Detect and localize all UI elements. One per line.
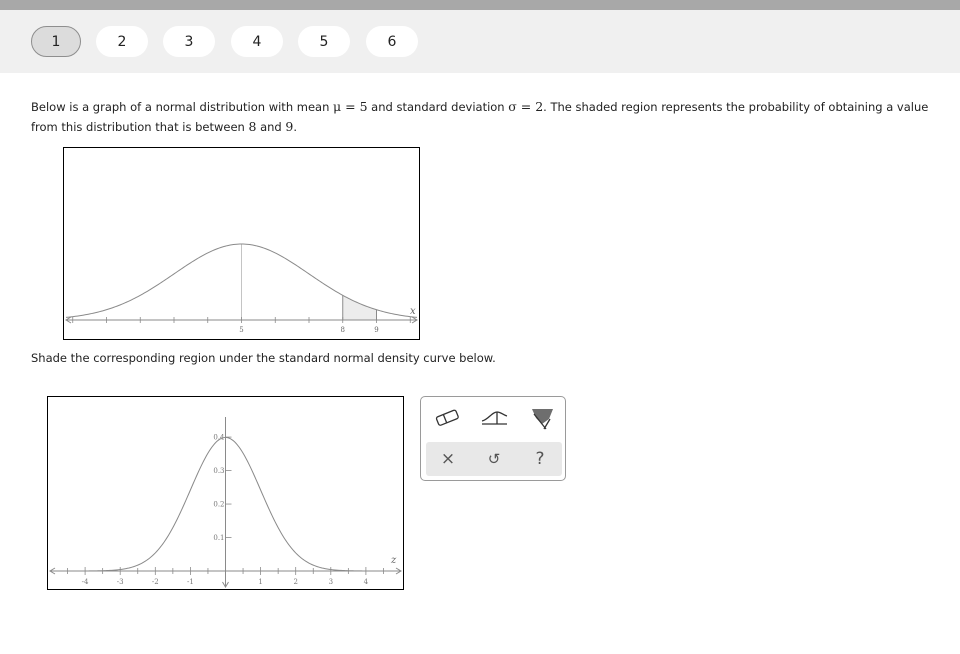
mean-value: 5 (359, 99, 368, 114)
question-5-button[interactable]: 5 (298, 26, 350, 57)
x-tick-label: 5 (239, 326, 244, 334)
sd-value: 2 (535, 99, 544, 114)
mu-symbol: μ (333, 99, 342, 114)
z-tick-label: 2 (293, 578, 298, 586)
standard-normal-graph[interactable] (47, 396, 404, 590)
x-tick-label: 8 (340, 326, 345, 334)
z-tick-label: 4 (363, 578, 369, 586)
equals-sign: = (341, 99, 360, 114)
eraser-tool[interactable] (430, 403, 466, 433)
graph-toolbox (420, 396, 566, 481)
sd-text: and standard deviation (367, 100, 509, 114)
normal-distribution-svg (64, 148, 419, 339)
question-6-button[interactable]: 6 (366, 26, 418, 57)
action-row (426, 442, 562, 476)
undo-button[interactable]: ↺ (487, 450, 501, 468)
y-tick-label: 0.4 (213, 433, 225, 442)
x-tick-label: 9 (374, 326, 379, 334)
and-text: and (256, 120, 286, 134)
z-axis-label: z (391, 555, 397, 566)
normal-distribution-graph (63, 147, 420, 340)
z-tick-label: 1 (258, 578, 263, 586)
curve-boundary-icon (479, 407, 509, 429)
standard-normal-svg[interactable] (48, 397, 403, 589)
z-tick-label: -4 (81, 578, 89, 586)
x-axis-label: x (410, 306, 416, 317)
top-bar (0, 0, 960, 10)
region-text: . The shaded region represents the probability of obtaining a value from this distribution that is between (31, 100, 929, 134)
question-1-button[interactable]: 1 (31, 26, 81, 57)
question-3-button[interactable]: 3 (163, 26, 215, 57)
boundary-tool[interactable] (476, 403, 512, 433)
period-text: . (293, 120, 297, 134)
z-tick-label: -2 (151, 578, 159, 586)
eraser-icon (434, 407, 462, 429)
upper-bound: 9 (285, 119, 294, 134)
clear-button[interactable]: × (440, 449, 456, 469)
y-tick-label: 0.1 (213, 534, 225, 543)
z-tick-label: -3 (116, 578, 124, 586)
question-navigation (0, 10, 960, 73)
shade-region-icon (526, 405, 556, 431)
y-tick-label: 0.2 (213, 500, 225, 509)
shade-prompt: Shade the corresponding region under the standard normal density curve below. (31, 351, 496, 365)
shade-tool[interactable] (523, 403, 559, 433)
lower-bound: 8 (248, 119, 257, 134)
z-tick-label: -1 (186, 578, 194, 586)
problem-statement (31, 97, 936, 137)
question-2-button[interactable]: 2 (96, 26, 148, 57)
question-4-button[interactable]: 4 (231, 26, 283, 57)
sigma-symbol: σ (508, 99, 517, 114)
z-tick-label: 3 (328, 578, 334, 586)
help-button[interactable]: ? (535, 449, 545, 469)
y-tick-label: 0.3 (213, 467, 225, 476)
equals-sign-2: = (516, 99, 536, 114)
intro-text: Below is a graph of a normal distribution with mean (31, 100, 334, 114)
